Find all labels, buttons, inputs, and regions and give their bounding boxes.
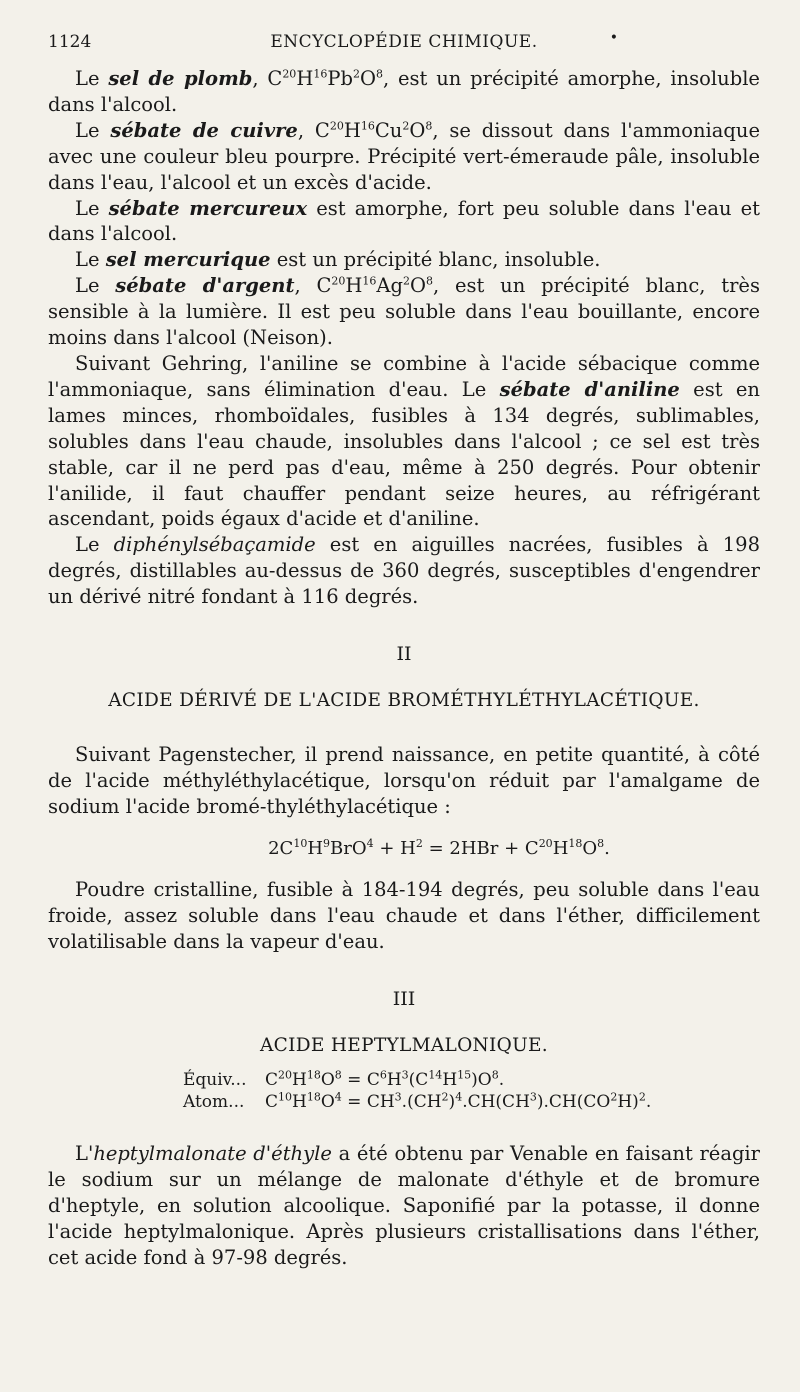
text: O: [409, 118, 426, 142]
sup: 6: [379, 1068, 387, 1082]
sup: 2: [441, 1090, 449, 1104]
f-text: H: [292, 1070, 307, 1090]
f-text: H: [386, 1070, 402, 1090]
eq-text: H: [552, 837, 569, 859]
eq-text: + H: [373, 837, 416, 859]
sup: 18: [568, 836, 583, 850]
sup: 18: [306, 1068, 321, 1082]
sup: 20: [282, 67, 297, 81]
text: , C: [294, 274, 332, 298]
text: Cu: [374, 118, 403, 142]
paragraph-heptylmalonate: [48, 1141, 760, 1271]
sup: 8: [375, 67, 383, 81]
eq-text: BrO: [330, 837, 367, 859]
term: diphénylsébaçamide: [113, 533, 316, 557]
page-content: [48, 66, 760, 1271]
text: , C: [252, 67, 283, 90]
text: est en aiguilles nacrées, fusibles à 198 degrés, distillables au-dessus de 360 degrés, susceptibles d'engendrer un dérivé nitré fondant à 116 degrés.: [48, 533, 760, 609]
text: , est un précipité amorphe, insoluble dans l'alcool.: [48, 67, 760, 116]
f-text: H: [292, 1092, 307, 1112]
sup: 4: [366, 836, 374, 850]
sup: 2: [610, 1090, 618, 1104]
f-text: .: [498, 1070, 505, 1090]
formula-label: Équiv...: [183, 1070, 247, 1090]
formula-block: [183, 1069, 760, 1113]
sup: 3: [401, 1068, 409, 1082]
sup: 4: [334, 1090, 342, 1104]
paragraph-sebate-mercureux: [48, 196, 760, 248]
sup: 10: [278, 1090, 293, 1104]
paragraph-pagenstecher: Suivant Pagenstecher, il prend naissance, en petite quantité, à côté de l'acide méthyléthylacétique, lorsqu'on réduit par l'amalgame de sodium l'acide bromé-thyléthylacétique :: [48, 742, 760, 818]
term: sébate d'aniline: [499, 377, 680, 401]
section-title: ACIDE DÉRIVÉ DE L'ACIDE BROMÉTHYLÉTHYLACÉTIQUE.: [108, 689, 700, 711]
term: sébate de cuivre: [110, 118, 298, 142]
eq-text: H: [307, 837, 324, 859]
text: H: [296, 67, 314, 90]
equation: [118, 836, 760, 862]
text: H: [345, 274, 363, 298]
f-text: ): [448, 1092, 456, 1112]
f-text: O: [320, 1092, 335, 1112]
text: Pb: [327, 67, 353, 90]
text: est en lames minces, rhomboïdales, fusibles à 134 degrés, sublimables, solubles dans l'eau chaude, insolubles dans l'alcool ; ce sel est très stable, car il ne perd pas d'eau, même à 250 degrés. Pour obtenir l'anilide, il faut chauffer pendant seize heures, au réfrigérant ascendant, poids égaux d'acide et d'aniline.: [48, 377, 760, 531]
page-number: 1124: [48, 32, 92, 52]
text: Le: [75, 533, 114, 557]
term: sébate mercureux: [108, 196, 308, 220]
sup: 2: [352, 67, 360, 81]
f-text: H: [442, 1070, 458, 1090]
f-text: = CH: [341, 1092, 395, 1112]
paragraph-sel-de-plomb: [48, 66, 760, 118]
text: a été obtenu par Venable en faisant réagir le sodium sur un mélange de malonate d'éthyle et de bromure d'heptyle, en solution alcoolique. Saponifié par la potasse, il donne l'acide heptylmalonique. Après plusieurs cristallisations dans l'éther, cet acide fond à 97-98 degrés.: [48, 1142, 760, 1269]
sup: 16: [313, 67, 328, 81]
formula-atom: [183, 1091, 760, 1113]
sup: 8: [334, 1068, 342, 1082]
sup: 4: [455, 1090, 463, 1104]
eq-text: .: [604, 837, 610, 859]
term: sel mercurique: [105, 248, 271, 272]
paragraph-aniline: [48, 351, 760, 532]
text: O: [359, 67, 376, 90]
sup: 20: [538, 836, 553, 850]
sup: 2: [402, 119, 410, 133]
text: Le: [75, 67, 109, 90]
sup: 18: [306, 1090, 321, 1104]
text: Le: [75, 248, 106, 272]
paragraph-poudre-cristalline: Poudre cristalline, fusible à 184-194 degrés, peu soluble dans l'eau froide, assez soluble dans l'eau chaude et dans l'éther, difficilement volatilisable dans la vapeur d'eau.: [48, 878, 760, 954]
text: H: [343, 118, 361, 142]
formula-label: Atom...: [183, 1092, 245, 1112]
sup: 15: [457, 1068, 472, 1082]
section-number: III: [392, 988, 416, 1011]
f-text: .: [645, 1092, 652, 1112]
sup: 3: [394, 1090, 402, 1104]
f-text: O: [320, 1070, 335, 1090]
text: Ag: [376, 274, 403, 298]
f-text: C: [265, 1070, 279, 1090]
sup: 20: [278, 1068, 293, 1082]
section-number: II: [396, 643, 412, 666]
sup: 10: [293, 836, 308, 850]
paragraph-sel-mercurique: [48, 247, 760, 273]
paragraph-diphenylsebacamide: [48, 532, 760, 610]
formula-equiv: [183, 1069, 760, 1091]
text: , est un précipité blanc, très sensible à la lumière. Il est peu soluble dans l'eau bouillante, encore moins dans l'alcool (Neison).: [48, 274, 760, 350]
sup: 14: [428, 1068, 443, 1082]
section-title: ACIDE HEPTYLMALONIQUE.: [260, 1035, 548, 1057]
text: est amorphe, fort peu soluble dans l'eau et dans l'alcool.: [48, 196, 760, 246]
f-text: ).CH(CO: [536, 1092, 611, 1112]
text: Le: [75, 118, 111, 142]
f-text: C: [265, 1092, 279, 1112]
f-text: .(CH: [401, 1092, 442, 1112]
page-header: [48, 32, 760, 58]
sup: 9: [323, 836, 331, 850]
running-title: ENCYCLOPÉDIE CHIMIQUE.: [270, 32, 538, 52]
text: Le: [75, 196, 109, 220]
f-text: .CH(CH: [462, 1092, 530, 1112]
term: sel de plomb: [108, 67, 253, 90]
sup: 16: [362, 274, 377, 288]
f-text: )O: [471, 1070, 492, 1090]
text: L': [75, 1142, 94, 1165]
f-text: H): [617, 1092, 639, 1112]
sup: 20: [331, 274, 346, 288]
f-text: = C: [341, 1070, 380, 1090]
text: , se dissout dans l'ammoniaque avec une couleur bleu pourpre. Précipité vert-émeraude pâle, insoluble dans l'eau, l'alcool et un excès d'acide.: [48, 118, 760, 194]
sup: 2: [638, 1090, 646, 1104]
paragraph-sebate-cuivre: [48, 118, 760, 196]
eq-text: O: [582, 837, 598, 859]
text: Le: [75, 274, 116, 298]
eq-text: 2C: [268, 837, 294, 859]
sup: 20: [329, 119, 344, 133]
sup: 2: [415, 836, 423, 850]
paragraph-sebate-argent: [48, 273, 760, 351]
term: heptylmalonate d'éthyle: [93, 1142, 332, 1165]
text: Suivant Gehring, l'aniline se combine à l'acide sébacique comme l'ammoniaque, sans élimination d'eau. Le: [48, 351, 760, 401]
f-text: (C: [408, 1070, 429, 1090]
sup: 8: [491, 1068, 499, 1082]
sup: 8: [426, 274, 433, 288]
text: est un précipité blanc, insoluble.: [270, 248, 601, 272]
text: , C: [297, 118, 330, 142]
eq-text: = 2HBr + C: [422, 837, 539, 859]
sup: 3: [529, 1090, 537, 1104]
sup: 8: [425, 119, 433, 133]
sup: 2: [403, 274, 410, 288]
term: sébate d'argent: [115, 274, 295, 298]
header-mark: •: [609, 30, 618, 46]
sup: 16: [360, 119, 375, 133]
text: O: [410, 274, 426, 298]
sup: 8: [597, 836, 605, 850]
